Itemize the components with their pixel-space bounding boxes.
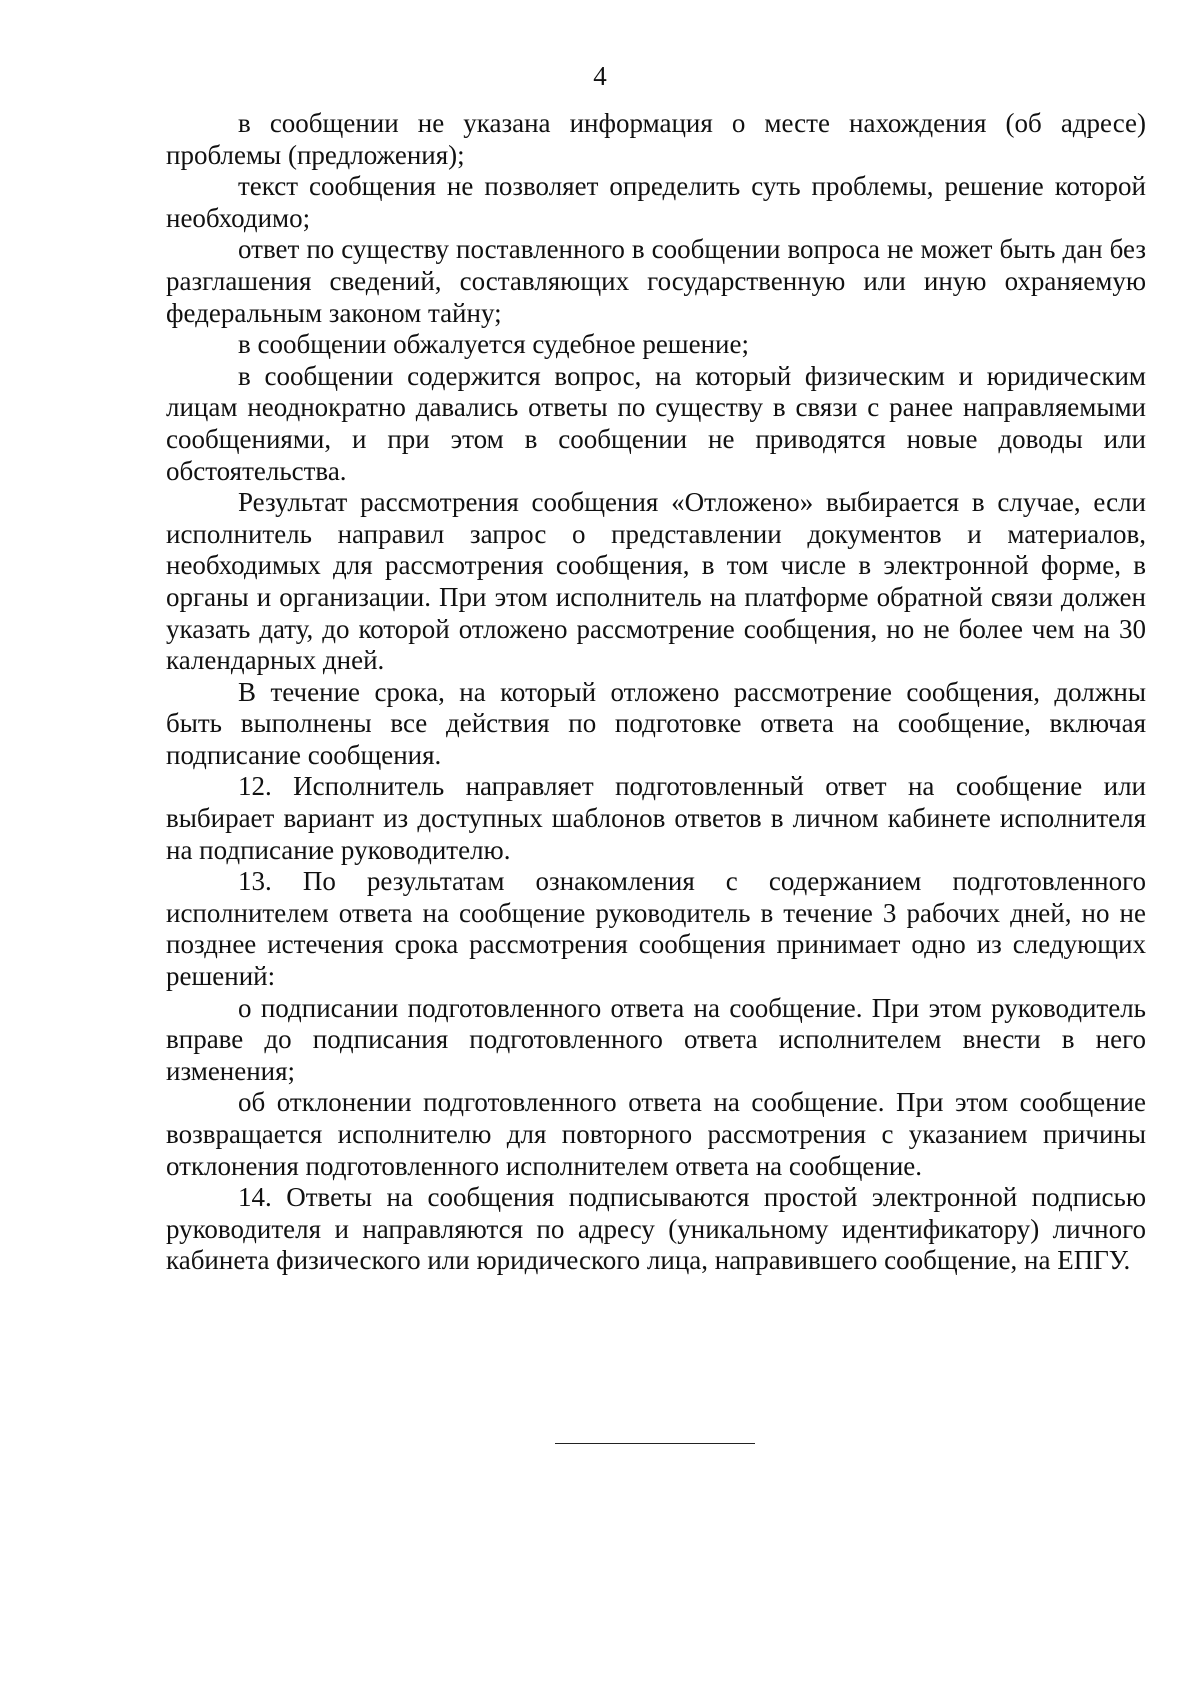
- paragraph-postponed-result: Результат рассмотрения сообщения «Отложено» выбирается в случае, если исполнитель направил запрос о представлении документов и материалов, необходимых для рассмотрения сообщения, в том числе в электронной форме, в органы и организации. При этом исполнитель на платформе обратной связи должен указать дату, до которой отложено рассмотрение сообщения, но не более чем на 30 календарных дней.: [166, 487, 1146, 676]
- paragraph-repeated-question: в сообщении содержится вопрос, на который физическим и юридическим лицам неоднократно давались ответы по существу в связи с ранее направляемыми сообщениями, и при этом в сообщении не приводятся новые доводы или обстоятельства.: [166, 360, 1146, 486]
- page-number: 4: [593, 61, 607, 91]
- paragraph-item-13: 13. По результатам ознакомления с содержанием подготовленного исполнителем ответа на сообщение руководитель в течение 3 рабочих дней, но не позднее истечения срока рассмотрения сообщения принимает одно из следующих решений:: [166, 866, 1146, 992]
- paragraph-text-unclear: текст сообщения не позволяет определить суть проблемы, решение которой необходимо;: [166, 171, 1146, 233]
- paragraph-postponement-period: В течение срока, на который отложено рассмотрение сообщения, должны быть выполнены все действия по подготовке ответа на сообщение, включая подписание сообщения.: [166, 676, 1146, 770]
- paragraph-court-decision: в сообщении обжалуется судебное решение;: [238, 329, 749, 360]
- paragraph-item-12: 12. Исполнитель направляет подготовленный ответ на сообщение или выбирает вариант из доступных шаблонов ответов в личном кабинете исполнителя на подписание руководителю.: [166, 771, 1146, 865]
- paragraph-item-14: 14. Ответы на сообщения подписываются простой электронной подписью руководителя и направляются по адресу (уникальному идентификатору) личного кабинета физического или юридического лица, направившего сообщение, на ЕПГУ.: [166, 1182, 1146, 1276]
- paragraph-address-missing: в сообщении не указана информация о месте нахождения (об адресе) проблемы (предложения);: [166, 108, 1146, 170]
- paragraph-secret-info: ответ по существу поставленного в сообщении вопроса не может быть дан без разглашения сведений, составляющих государственную или иную охраняемую федеральным законом тайну;: [166, 234, 1146, 328]
- paragraph-rejection-decision: об отклонении подготовленного ответа на сообщение. При этом сообщение возвращается исполнителю для повторного рассмотрения с указанием причины отклонения подготовленного исполнителем ответа на сообщение.: [166, 1087, 1146, 1181]
- end-of-document-line: [555, 1443, 755, 1444]
- paragraph-signing-decision: о подписании подготовленного ответа на сообщение. При этом руководитель вправе до подписания подготовленного ответа исполнителем внести в него изменения;: [166, 992, 1146, 1086]
- document-body: [166, 108, 1146, 1277]
